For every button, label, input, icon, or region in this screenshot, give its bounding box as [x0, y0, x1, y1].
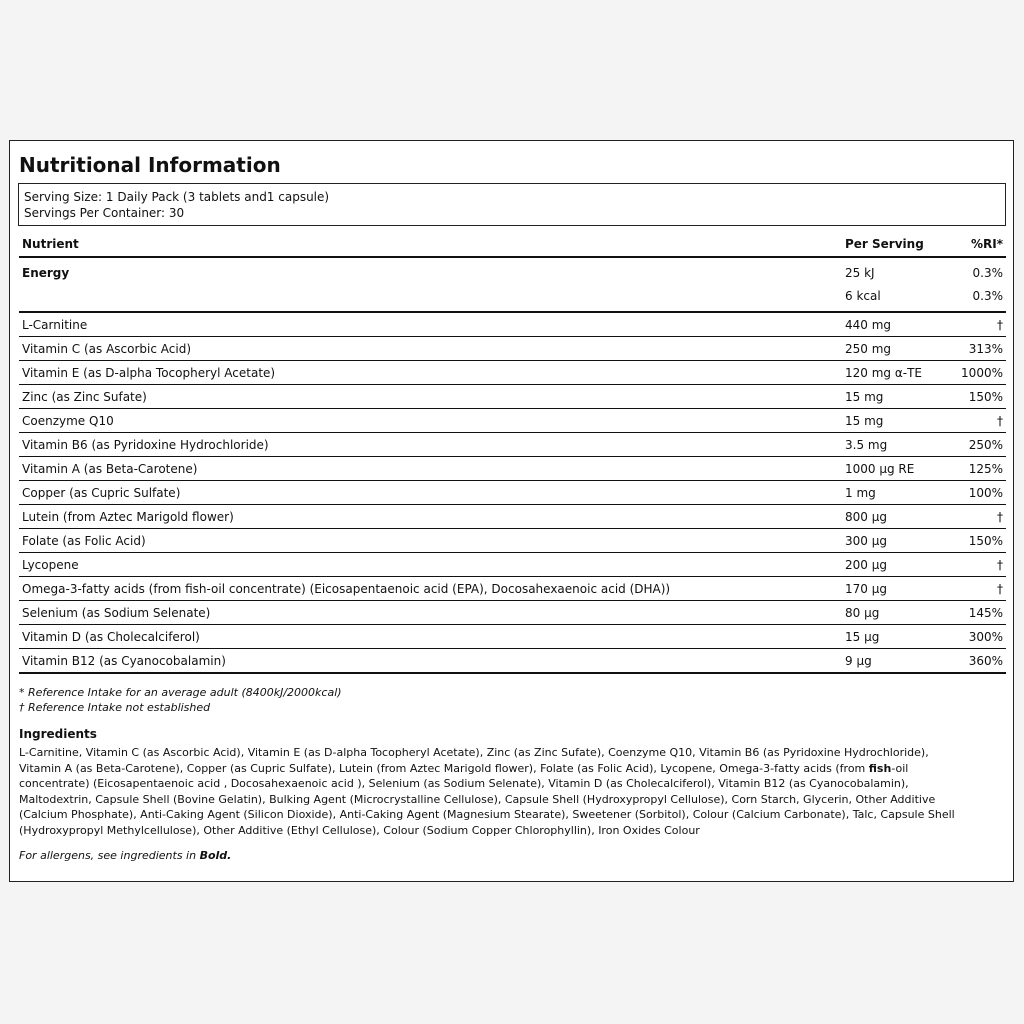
nutrient-name: Vitamin B12 (as Cyanocobalamin) — [22, 654, 226, 668]
nutrient-amount: 3.5 mg — [845, 438, 888, 452]
nutrient-amount: 1000 µg RE — [845, 462, 915, 476]
nutrient-ri: 125% — [968, 462, 1003, 476]
nutrient-amount: 200 µg — [845, 558, 887, 572]
nutrient-amount: 120 mg α-TE — [845, 366, 922, 380]
nutrient-ri: † — [997, 582, 1003, 596]
nutrient-name: Lycopene — [22, 558, 79, 572]
table-row — [19, 577, 1006, 601]
table-header — [19, 232, 1006, 258]
nutrient-amount: 300 µg — [845, 534, 887, 548]
nutrient-name: Copper (as Cupric Sulfate) — [22, 486, 181, 500]
energy-label: Energy — [22, 266, 70, 280]
header-per-serving: Per Serving — [845, 237, 924, 251]
allergen-note-bold: Bold. — [199, 849, 232, 862]
nutrient-amount: 800 µg — [845, 510, 887, 524]
header-nutrient: Nutrient — [22, 237, 79, 251]
nutrient-ri: 145% — [968, 606, 1003, 620]
nutrient-ri: † — [997, 558, 1003, 572]
nutrient-name: Vitamin B6 (as Pyridoxine Hydrochloride) — [22, 438, 269, 452]
nutrient-amount: 15 mg — [845, 390, 884, 404]
serving-size: Serving Size: 1 Daily Pack (3 tablets and1 capsule) — [24, 190, 330, 204]
nutrient-amount: 15 µg — [845, 630, 880, 644]
nutrient-name: Omega-3-fatty acids (from fish-oil concentrate) (Eicosapentaenoic acid (EPA), Docosahexaenoic acid (DHA)) — [22, 582, 671, 596]
nutrient-name: Zinc (as Zinc Sufate) — [22, 390, 147, 404]
ingredients-part-2: -oil concentrate) (Eicosapentaenoic acid , Docosahexaenoic acid ), Selenium (as Sodium Selenate), Vitamin D (as Cholecalciferol), Vitamin B12 (as Cyanocobalamin), Maltodextrin, Capsule Shell (Bovine Gelatin), Bulking Agent (Microcrystalline Cellulose), Capsule Shell (Hydroxypropyl Cellulose), Corn Starch, Glycerin, Other Additive (Calcium Phosphate), Anti-Caking Agent (Silicon Dioxide), Anti-Caking Agent (Magnesium Stearate), Sweetener (Sorbitol), Colour (Calcium Carbonate), Talc, Capsule Shell (Hydroxypropyl Methylcellulose), Other Additive (Ethyl Cellulose), Colour (Sodium Copper Chlorophyllin), Iron Oxides Colour — [19, 761, 955, 837]
page-title: Nutritional Information — [19, 153, 281, 177]
nutrient-ri: 360% — [968, 654, 1003, 668]
nutrient-name: Lutein (from Aztec Marigold flower) — [22, 510, 234, 524]
table-row — [19, 505, 1006, 529]
table-row — [19, 529, 1006, 553]
nutrient-name: Vitamin A (as Beta-Carotene) — [22, 462, 198, 476]
nutrient-ri: 300% — [968, 630, 1003, 644]
energy-kj: 25 kJ — [845, 266, 875, 280]
nutrient-name: Folate (as Folic Acid) — [22, 534, 146, 548]
nutrient-amount: 80 µg — [845, 606, 880, 620]
serving-info-box — [18, 183, 1006, 226]
table-row — [19, 625, 1006, 649]
energy-kcal-ri: 0.3% — [972, 289, 1003, 303]
ingredients-heading: Ingredients — [19, 727, 97, 741]
footnote-not-established: † Reference Intake not established — [19, 701, 211, 714]
energy-kj-ri: 0.3% — [972, 266, 1003, 280]
table-row — [19, 337, 1006, 361]
table-row — [19, 649, 1006, 674]
table-row — [19, 361, 1006, 385]
nutrient-ri: † — [997, 318, 1003, 332]
nutrition-panel — [9, 140, 1014, 882]
energy-kcal: 6 kcal — [845, 289, 881, 303]
table-row — [19, 553, 1006, 577]
nutrient-name: L-Carnitine — [22, 318, 88, 332]
nutrient-amount: 15 mg — [845, 414, 884, 428]
allergen-note-text: For allergens, see ingredients in — [19, 849, 200, 862]
nutrient-amount: 1 mg — [845, 486, 876, 500]
allergen-note — [19, 849, 231, 862]
nutrient-ri: 1000% — [961, 366, 1003, 380]
nutrient-name: Selenium (as Sodium Selenate) — [22, 606, 211, 620]
table-row — [19, 457, 1006, 481]
nutrient-name: Vitamin D (as Cholecalciferol) — [22, 630, 200, 644]
table-row — [19, 433, 1006, 457]
nutrient-ri: † — [997, 510, 1003, 524]
nutrient-ri: 150% — [968, 534, 1003, 548]
energy-row — [19, 258, 1006, 313]
nutrient-ri: 250% — [968, 438, 1003, 452]
nutrient-ri: 313% — [968, 342, 1003, 356]
header-ri: %RI* — [970, 237, 1003, 251]
nutrient-amount: 440 mg — [845, 318, 892, 332]
ingredients-text — [19, 745, 969, 838]
footnotes — [19, 685, 342, 715]
nutrient-name: Vitamin C (as Ascorbic Acid) — [22, 342, 192, 356]
nutrient-name: Coenzyme Q10 — [22, 414, 114, 428]
nutrient-amount: 9 µg — [845, 654, 872, 668]
nutrient-ri: † — [997, 414, 1003, 428]
footnote-reference-intake: * Reference Intake for an average adult (8400kJ/2000kcal) — [19, 686, 342, 699]
nutrient-ri: 100% — [968, 486, 1003, 500]
table-row — [19, 481, 1006, 505]
table-row — [19, 409, 1006, 433]
nutrient-ri: 150% — [968, 390, 1003, 404]
ingredients-allergen-bold: fish — [868, 761, 892, 775]
nutrient-name: Vitamin E (as D-alpha Tocopheryl Acetate) — [22, 366, 276, 380]
nutrient-amount: 170 µg — [845, 582, 887, 596]
servings-per-container: Servings Per Container: 30 — [24, 206, 185, 220]
table-row — [19, 313, 1006, 337]
nutrition-table — [19, 232, 1006, 674]
nutrient-amount: 250 mg — [845, 342, 892, 356]
table-row — [19, 385, 1006, 409]
table-row — [19, 601, 1006, 625]
ingredients-part-1: L-Carnitine, Vitamin C (as Ascorbic Acid), Vitamin E (as D-alpha Tocopheryl Acetate), Zinc (as Zinc Sufate), Coenzyme Q10, Vitamin B6 (as Pyridoxine Hydrochloride), Vitamin A (as Beta-Carotene), Copper (as Cupric Sulfate), Lutein (from Aztec Marigold flower), Folate (as Folic Acid), Lycopene, Omega-3-fatty acids (from — [19, 746, 929, 775]
